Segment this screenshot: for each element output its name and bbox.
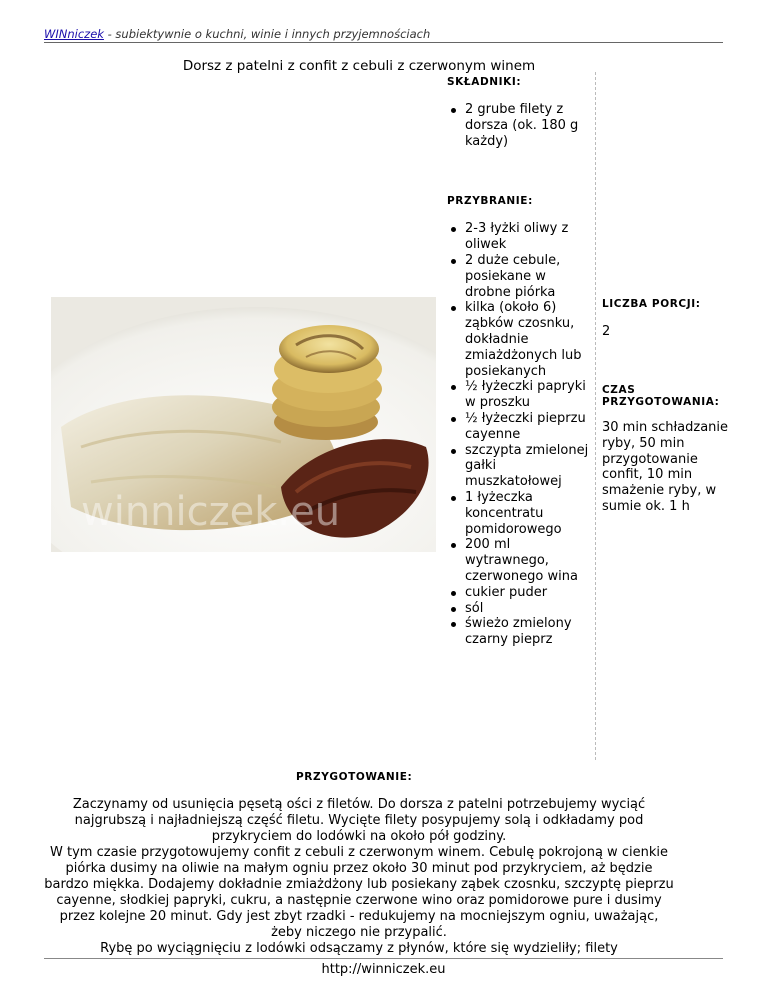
list-item: 2-3 łyżki oliwy z oliwek [465, 221, 595, 253]
photo-watermark: winniczek.eu [81, 489, 341, 535]
page-footer [44, 958, 723, 977]
ingredients-column [447, 76, 595, 648]
page-header [44, 27, 723, 43]
column-divider [595, 72, 596, 760]
servings-block [602, 298, 732, 340]
time-block [602, 384, 732, 515]
garnish-label: PRZYBRANIE: [447, 195, 533, 208]
list-item: 1 łyżeczka koncentratu pomidorowego [465, 490, 595, 537]
list-item: świeżo zmielony czarny pieprz [465, 616, 595, 648]
site-tagline: - subiektywnie o kuchni, winie i innych przyjemnościach [103, 27, 431, 41]
method-paragraph: Rybę po wyciągnięciu z lodówki odsączamy z płynów, które się wydzieliły; filety [100, 941, 618, 956]
list-item: kilka (około 6) ząbków czosnku, dokładnie zmiażdżonych lub posiekanych [465, 300, 595, 379]
time-label: CZAS PRZYGOTOWANIA: [602, 384, 720, 408]
footer-url[interactable]: http://winniczek.eu [321, 962, 446, 977]
dish-photo [51, 297, 436, 552]
method-paragraph: Zaczynamy od usunięcia pęsetą ości z filetów. Do dorsza z patelni potrzebujemy wyciąć najgrubszą i najładniejszą część filetu. Wycięte filety posypujemy solą i odkładamy pod przykryciem do lodówki na około pół godziny. [72, 797, 646, 844]
ingredients-list [465, 102, 595, 149]
list-item: 2 duże cebule, posiekane w drobne piórka [465, 253, 595, 300]
dish-illustration [51, 297, 436, 552]
list-item: cukier puder [465, 585, 595, 601]
method-paragraph: W tym czasie przygotowujemy confit z cebuli z czerwonym winem. Cebulę pokrojoną w cienkie piórka dusimy na oliwie na małym ogniu przez około 30 minut pod przykryciem, aż będzie bardzo miękka. Dodajemy dokładnie zmiażdżony lub posiekany ząbek czosnku, szczyptę pieprzu cayenne, słodkiej papryki, cukru, a następnie czerwone wino oraz pomidorowe pure i dusimy przez kolejne 20 minut. Gdy jest zbyt rzadki - redukujemy na mocniejszym ogniu, uważając, żeby niczego nie przypalić. [44, 845, 674, 940]
method-label: PRZYGOTOWANIE: [296, 771, 413, 783]
site-link[interactable]: WINniczek [44, 27, 104, 41]
method-text [44, 797, 674, 957]
servings-value: 2 [602, 324, 611, 339]
recipe-title: Dorsz z patelni z confit z cebuli z czerwonym winem [182, 58, 536, 74]
list-item: 200 ml wytrawnego, czerwonego wina [465, 537, 595, 584]
list-item: sól [465, 601, 595, 617]
list-item: ½ łyżeczki papryki w proszku [465, 379, 595, 411]
garnish-list [465, 221, 595, 648]
list-item: 2 grube filety z dorsza (ok. 180 g każdy) [465, 102, 595, 149]
time-value: 30 min schładzanie ryby, 50 min przygotowanie confit, 10 min smażenie ryby, w sumie ok. 1 h [602, 420, 729, 514]
ingredients-label: SKŁADNIKI: [447, 76, 522, 88]
servings-label: LICZBA PORCJI: [602, 298, 701, 310]
list-item: ½ łyżeczki pieprzu cayenne [465, 411, 595, 443]
list-item: szczypta zmielonej gałki muszkatołowej [465, 443, 595, 490]
